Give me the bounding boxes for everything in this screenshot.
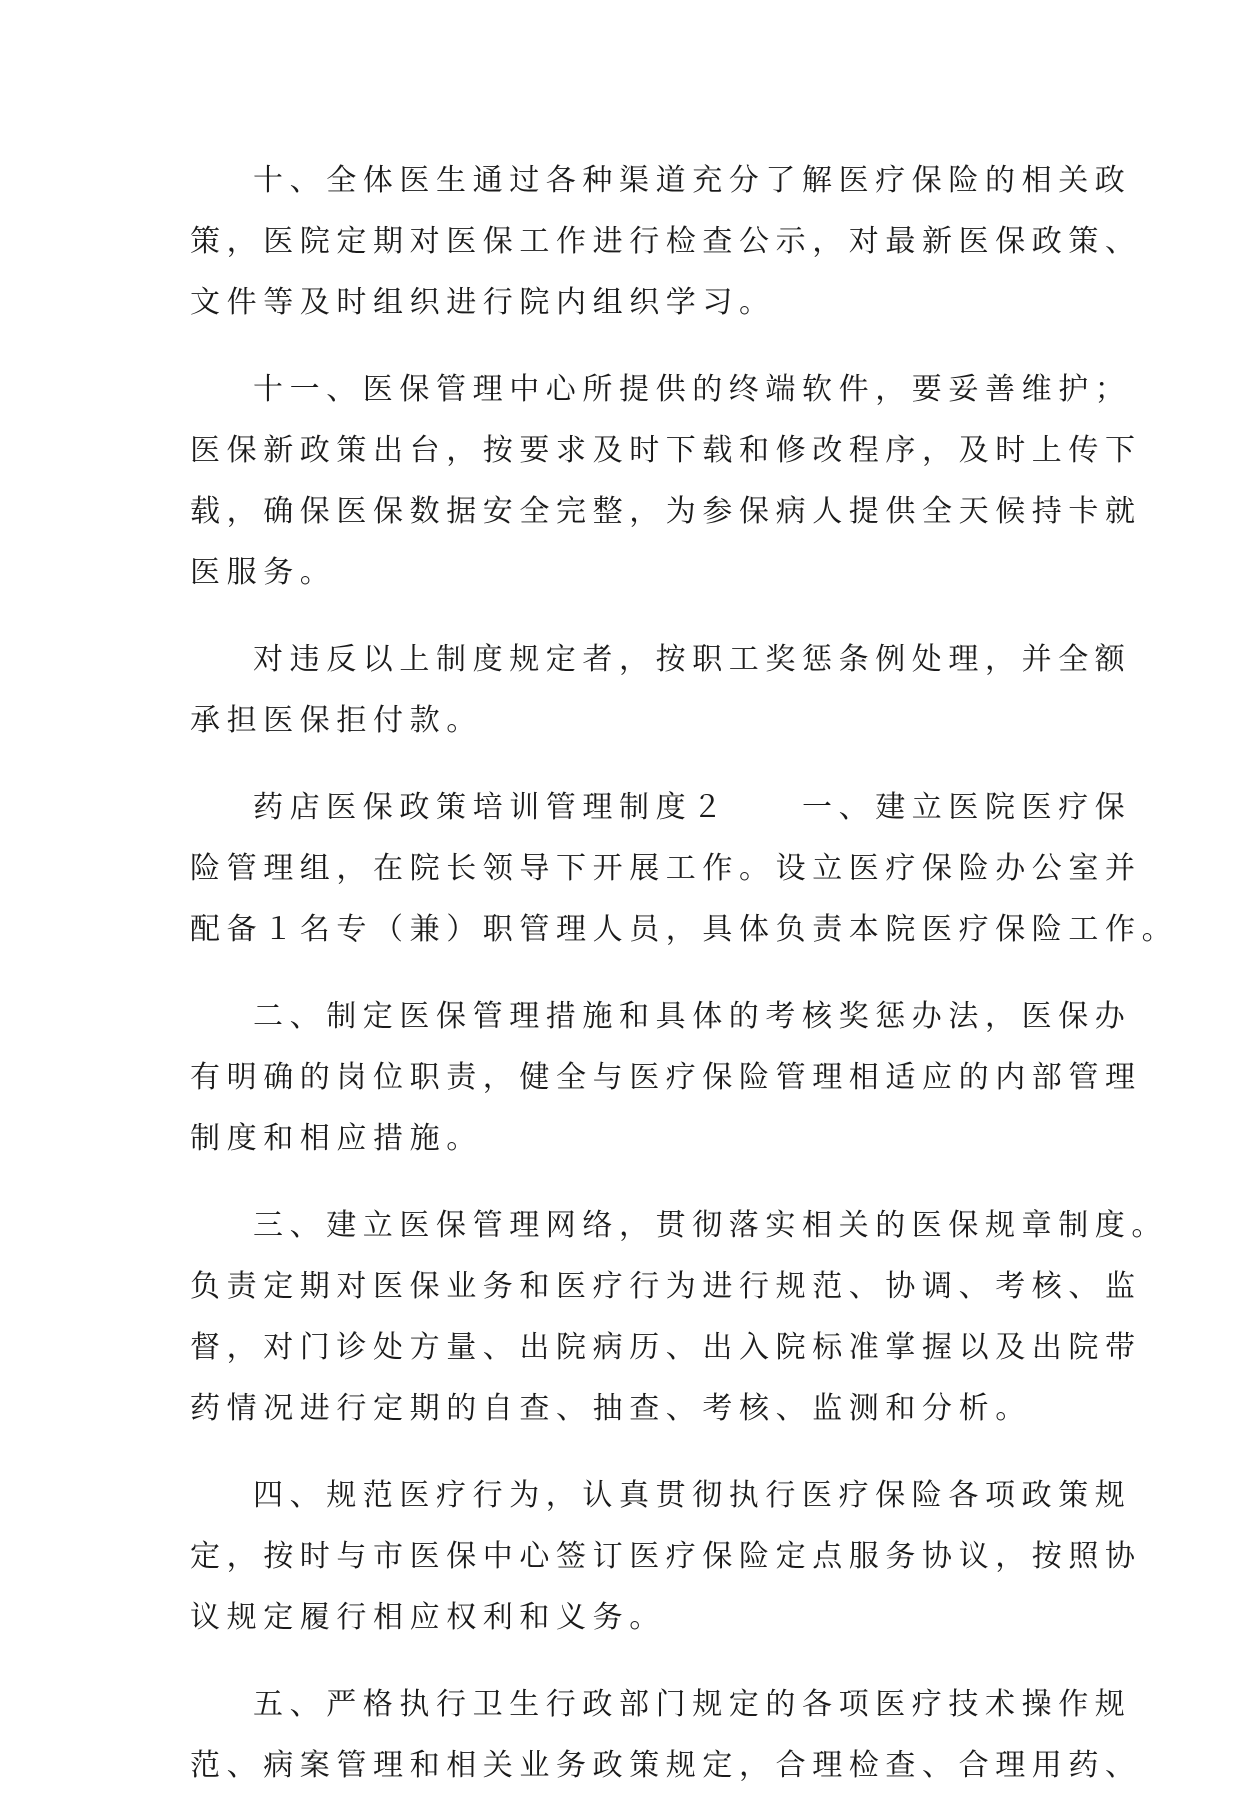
text-line: 二、制定医保管理措施和具体的考核奖惩办法，医保办 bbox=[253, 999, 1132, 1034]
text-line: 议规定履行相应权利和义务。 bbox=[190, 1600, 666, 1635]
text-line: 药店医保政策培训管理制度２ 一、建立医院医疗保 bbox=[253, 790, 1132, 825]
text-line: 药情况进行定期的自查、抽查、考核、监测和分析。 bbox=[190, 1391, 1032, 1426]
text-line: 督，对门诊处方量、出院病历、出入院标准掌握以及出院带 bbox=[190, 1330, 1142, 1365]
paragraph-item-5 bbox=[190, 1674, 1142, 1796]
text-line: 十一、医保管理中心所提供的终端软件，要妥善维护； bbox=[253, 372, 1132, 407]
paragraph-10 bbox=[190, 150, 1142, 333]
text-line: 四、规范医疗行为，认真贯彻执行医疗保险各项政策规 bbox=[253, 1478, 1132, 1513]
text-line: 策，医院定期对医保工作进行检查公示，对最新医保政策、 bbox=[190, 224, 1142, 259]
paragraph-penalty bbox=[190, 629, 1132, 751]
text-line: 五、严格执行卫生行政部门规定的各项医疗技术操作规 bbox=[253, 1687, 1132, 1722]
paragraph-11 bbox=[190, 359, 1142, 603]
text-line: 医保新政策出台，按要求及时下载和修改程序，及时上传下 bbox=[190, 433, 1142, 468]
text-line: 对违反以上制度规定者，按职工奖惩条例处理，并全额 bbox=[253, 642, 1132, 677]
text-line: 险管理组，在院长领导下开展工作。设立医疗保险办公室并 bbox=[190, 851, 1142, 886]
text-line: 十、全体医生通过各种渠道充分了解医疗保险的相关政 bbox=[253, 163, 1132, 198]
text-line: 制度和相应措施。 bbox=[190, 1121, 483, 1156]
text-line: 配备１名专（兼）职管理人员，具体负责本院医疗保险工作。 bbox=[190, 912, 1179, 947]
paragraph-item-2 bbox=[190, 986, 1142, 1169]
text-line: 文件等及时组织进行院内组织学习。 bbox=[190, 285, 776, 320]
text-line: 载，确保医保数据安全完整，为参保病人提供全天候持卡就 bbox=[190, 494, 1142, 529]
text-line: 有明确的岗位职责，健全与医疗保险管理相适应的内部管理 bbox=[190, 1060, 1142, 1095]
paragraph-system-2-item-1 bbox=[190, 777, 1179, 960]
paragraph-item-3 bbox=[190, 1195, 1168, 1439]
text-line: 承担医保拒付款。 bbox=[190, 703, 483, 738]
text-line: 范、病案管理和相关业务政策规定，合理检查、合理用药、 bbox=[190, 1748, 1142, 1783]
text-line: 定，按时与市医保中心签订医疗保险定点服务协议，按照协 bbox=[190, 1539, 1142, 1574]
document-body bbox=[190, 150, 1179, 1796]
text-line: 医服务。 bbox=[190, 555, 337, 590]
text-line: 三、建立医保管理网络，贯彻落实相关的医保规章制度。 bbox=[253, 1208, 1168, 1243]
text-line: 负责定期对医保业务和医疗行为进行规范、协调、考核、监 bbox=[190, 1269, 1142, 1304]
paragraph-item-4 bbox=[190, 1465, 1142, 1648]
